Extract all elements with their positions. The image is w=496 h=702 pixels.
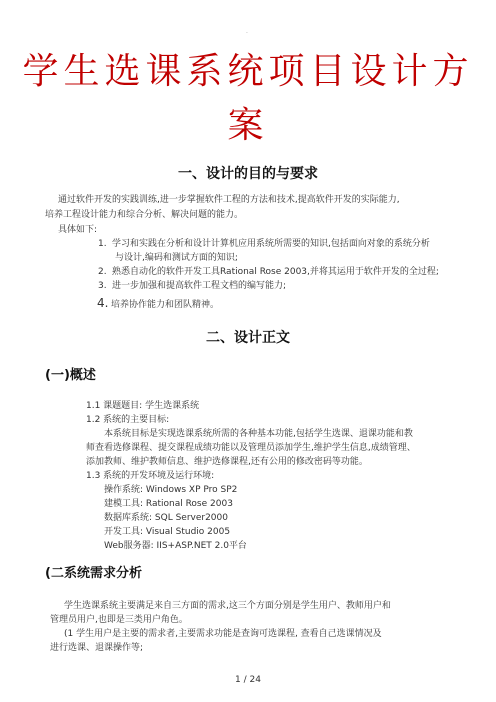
env-label: 1.3 系统的开发环境及运行环境: [86,471,215,481]
detail-label: 具体如下: [58,225,98,235]
goal-line3: 添加教师、维护教师信息、维护选修课程,还有公用的修改密码等功能。 [86,457,368,467]
intro-line1: 通过软件开发的实践训练,进一步掌握软件工程的方法和技术,提高软件开发的实际能力, [58,195,400,205]
list-num: 2. [98,267,107,277]
subsection-requirements: (二系统需求分析 [45,566,142,581]
goal-line1: 本系统目标是实现选课系统所需的各种基本功能,包括学生选课、退课功能和教 [104,429,413,439]
goal-line2: 师查看选修课程、提交课程成绩功能以及管理员添加学生,维护学生信息,成绩管理、 [86,443,416,453]
list-item-2 [98,266,439,279]
req-line3: (1 学生用户是主要的需求者,主要需求功能是查询可选课程, 查看自己选课情况及 [64,629,382,639]
list-num: 1. [98,239,107,249]
goal-label: 1.2 系统的主要目标: [86,415,170,425]
list-item-3 [98,280,286,293]
page-number: 1 / 24 [235,675,261,685]
intro-line2: 培养工程设计能力和综合分析、解决问题的能力。 [45,210,244,220]
list-text: 培养协作能力和团队精神。 [111,300,220,310]
env-database: 数据库系统: SQL Server2000 [104,513,228,523]
env-devtool: 开发工具: Visual Studio 2005 [104,527,231,537]
list-num: 3. [98,281,107,291]
list-item-1 [98,238,430,251]
req-line2: 管理员用户,也即是三类用户角色。 [50,615,188,625]
list-text: 熟悉自动化的软件开发工具Rational Rose 2003,并将其运用于软件开发的全过程; [112,267,439,277]
list-text: 进一步加强和提高软件工程文档的编写能力; [112,281,287,291]
list-text: 学习和实践在分析和设计计算机应用系统所需要的知识,包括面向对象的系统分析 [112,239,430,249]
list-item-1-cont: 与设计,编码和测试方面的知识; [115,253,238,263]
req-line4: 进行选课、退课操作等; [50,643,144,653]
header-mark: · [246,30,248,37]
env-os: 操作系统: Windows XP Pro SP2 [104,485,238,495]
section1-heading: 一、设计的目的与要求 [178,166,318,182]
list-num: 4. [97,296,109,310]
list-item-4 [97,297,219,312]
topic-line: 1.1 课题题目: 学生选课系统 [86,401,200,411]
env-webserver: Web服务器: IIS+ASP.NET 2.0平台 [104,541,247,551]
req-line1: 学生选课系统主要满足来自三方面的需求,这三个方面分别是学生用户、教师用户和 [64,601,391,611]
subsection-overview: (一)概述 [45,368,96,383]
env-modeling: 建模工具: Rational Rose 2003 [104,499,233,509]
doc-title-line1: 学生选课系统项目设计方 [22,51,474,92]
doc-title-line2: 案 [227,105,269,146]
section2-heading: 二、设计正文 [206,330,290,346]
